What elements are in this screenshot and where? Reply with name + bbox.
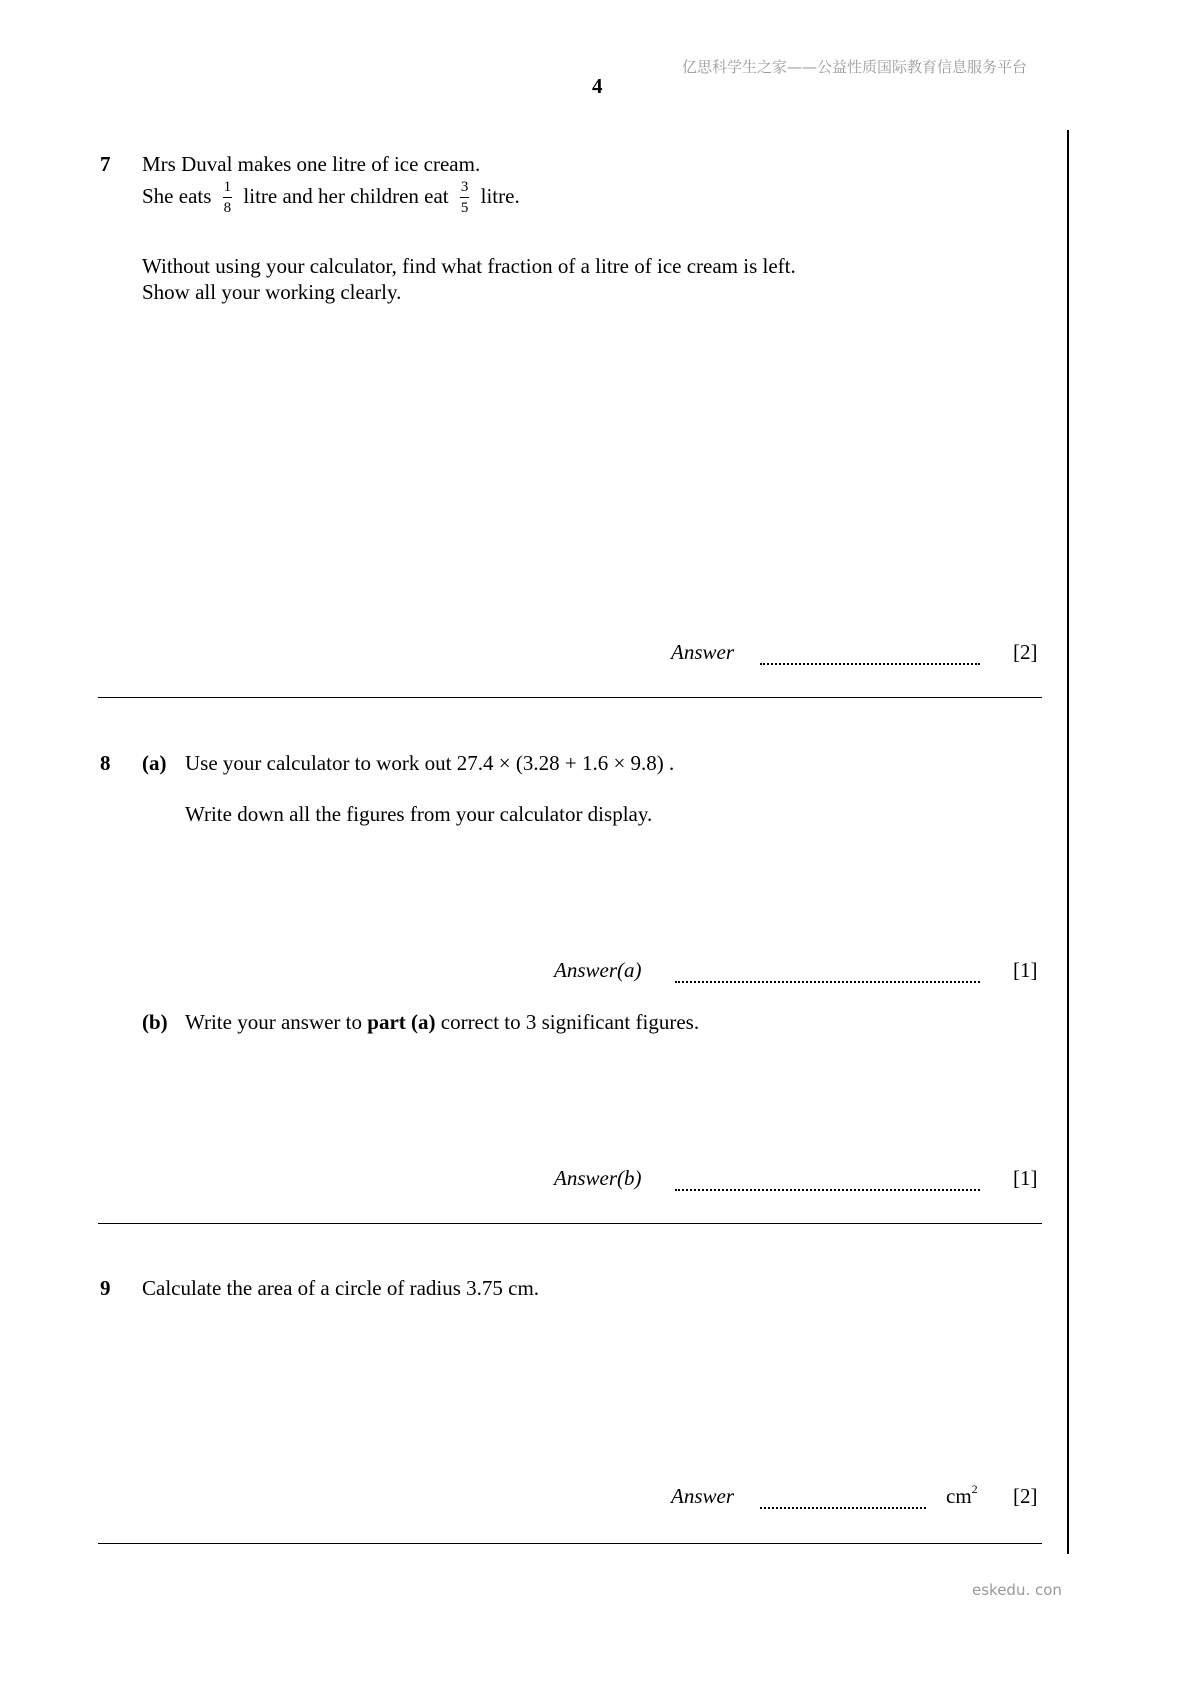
fraction-numerator: 1	[223, 180, 233, 198]
question-9-answer-line[interactable]	[760, 1506, 926, 1509]
question-8-part-b-text	[185, 1010, 699, 1035]
question-9-answer-label: Answer	[671, 1484, 734, 1508]
section-divider	[98, 1543, 1042, 1544]
fraction-denominator: 8	[223, 200, 232, 216]
question-9-marks: [2]	[1013, 1484, 1038, 1508]
question-8-part-a-label: (a)	[142, 751, 167, 775]
question-8-part-b-label: (b)	[142, 1010, 168, 1034]
question-7-she-eats: She eats	[142, 183, 212, 208]
fraction-three-fifths	[460, 180, 470, 216]
question-7-instruction-2: Show all your working clearly.	[142, 280, 402, 304]
question-7-line2	[142, 180, 520, 216]
question-8-part-b-post: correct to 3 significant figures.	[435, 1010, 700, 1034]
question-9-unit-exponent: 2	[971, 1482, 978, 1496]
watermark-footer: eskedu. con	[972, 1581, 1062, 1599]
question-8b-marks: [1]	[1013, 1166, 1038, 1190]
question-7-line1: Mrs Duval makes one litre of ice cream.	[142, 152, 481, 176]
question-7-end-text: litre.	[480, 183, 520, 208]
question-7-marks: [2]	[1013, 640, 1038, 664]
question-7-instruction-1: Without using your calculator, find what fraction of a litre of ice cream is left.	[142, 254, 796, 278]
question-9-unit	[946, 1484, 978, 1509]
section-divider	[98, 1223, 1042, 1224]
question-7-number: 7	[100, 152, 111, 176]
watermark-header: 亿思科学生之家——公益性质国际教育信息服务平台	[682, 58, 1028, 76]
question-8b-answer-line[interactable]	[675, 1188, 980, 1191]
page-number: 4	[592, 74, 603, 98]
question-8a-answer-line[interactable]	[675, 980, 980, 983]
margin-rule	[1067, 130, 1069, 1554]
question-8-part-a-text-2: Write down all the figures from your calculator display.	[185, 802, 653, 826]
fraction-one-eighth	[223, 180, 233, 216]
question-8-part-b-bold: part (a)	[367, 1010, 436, 1034]
fraction-denominator: 5	[460, 200, 469, 216]
question-9-text: Calculate the area of a circle of radius 3.75 cm.	[142, 1276, 540, 1300]
section-divider	[98, 697, 1042, 698]
question-7-answer-line[interactable]	[760, 662, 980, 665]
question-8a-answer-label: Answer(a)	[554, 958, 642, 982]
question-9-unit-base: cm	[946, 1484, 972, 1508]
question-7-mid-text: litre and her children eat	[243, 183, 449, 208]
question-8-number: 8	[100, 751, 111, 775]
fraction-numerator: 3	[460, 180, 470, 198]
question-8-part-a-text: Use your calculator to work out 27.4 × (3.28 + 1.6 × 9.8) .	[185, 751, 675, 775]
question-9-number: 9	[100, 1276, 111, 1300]
question-8b-answer-label: Answer(b)	[554, 1166, 642, 1190]
question-8-part-b-pre: Write your answer to	[185, 1010, 368, 1034]
question-8a-marks: [1]	[1013, 958, 1038, 982]
question-7-answer-label: Answer	[671, 640, 734, 664]
